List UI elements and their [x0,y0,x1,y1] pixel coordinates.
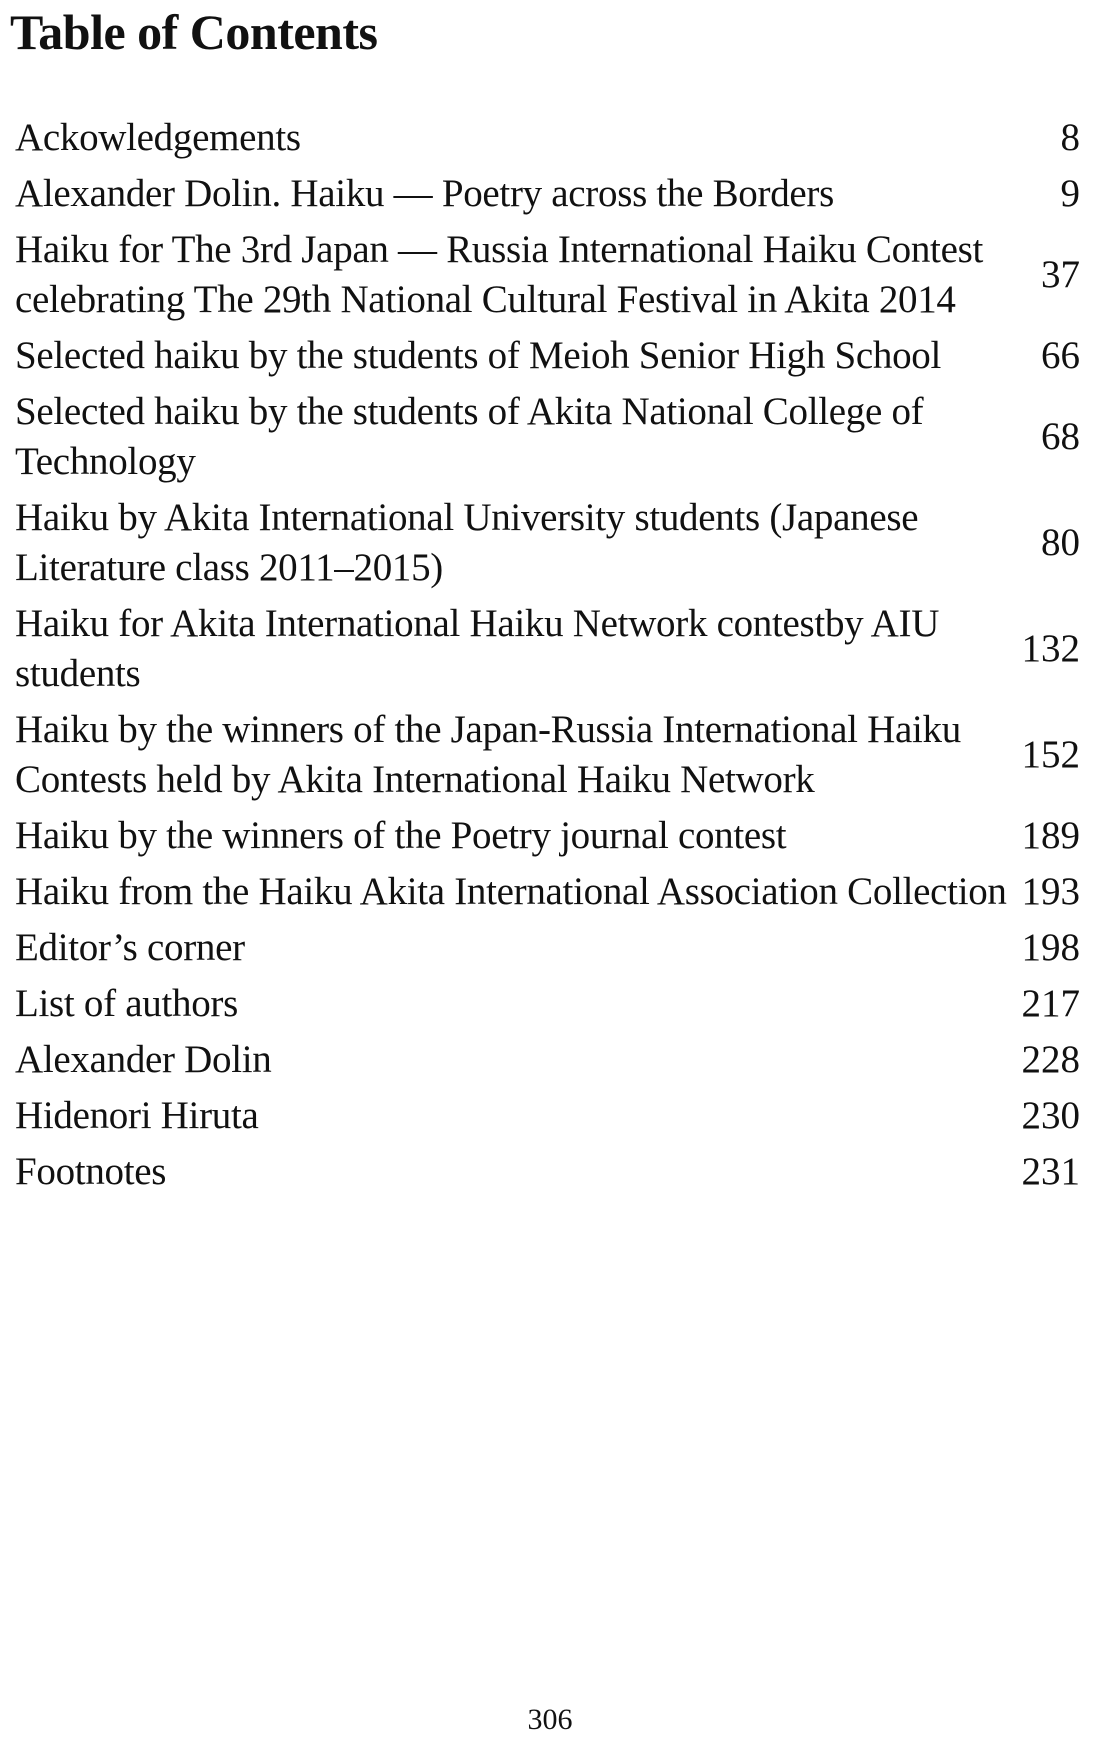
toc-entry-page: 231 [1021,1150,1080,1193]
toc-entry [15,811,1090,861]
toc-entry [15,113,1090,163]
toc-entry-title: Editor’s corner [15,926,245,969]
toc-entry [15,225,1090,325]
toc-entry-page: 193 [1021,870,1080,913]
toc-entry-title: Selected haiku by the students of Akita National College of Technology [15,390,924,483]
toc-entry [15,387,1090,487]
toc-entry-page: 228 [1021,1038,1080,1081]
toc-entry [15,705,1090,805]
toc-entry [15,1035,1090,1085]
toc-entry-title: Haiku from the Haiku Akita International Association Collection [15,870,1007,913]
toc-entry-title: Footnotes [15,1150,167,1193]
page-title: Table of Contents [10,4,378,60]
toc-entry-title: Alexander Dolin [15,1038,272,1081]
toc-entry [15,979,1090,1029]
toc-entry-page: 217 [1021,982,1080,1025]
toc-entry-page: 230 [1021,1094,1080,1137]
toc-entry [15,599,1090,699]
toc-entry-title: Alexander Dolin. Haiku — Poetry across the Borders [15,172,834,215]
table-of-contents [15,113,1090,1203]
toc-entry-page: 37 [1041,253,1080,296]
toc-entry-page: 198 [1021,926,1080,969]
toc-entry-title: Ackowledgements [15,116,301,159]
toc-entry-page: 66 [1041,334,1080,377]
toc-entry [15,493,1090,593]
toc-entry-title: Haiku by the winners of the Poetry journal contest [15,814,787,857]
toc-entry-page: 80 [1041,521,1080,564]
toc-entry [15,331,1090,381]
toc-entry [15,923,1090,973]
toc-entry-page: 8 [1060,116,1080,159]
toc-entry-title: Hidenori Hiruta [15,1094,259,1137]
toc-entry-page: 189 [1021,814,1080,857]
toc-entry-page: 152 [1021,733,1080,776]
toc-entry-title: List of authors [15,982,238,1025]
page-number: 306 [527,1703,573,1736]
toc-entry-page: 68 [1041,415,1080,458]
toc-entry [15,169,1090,219]
toc-entry [15,1091,1090,1141]
toc-entry-title: Selected haiku by the students of Meioh Senior High School [15,334,942,377]
toc-entry-page: 132 [1021,627,1080,670]
toc-entry-title: Haiku for Akita International Haiku Network contestby AIU students [15,602,940,695]
toc-entry-title: Haiku by Akita International University students (Japanese Literature class 2011–2015) [15,496,919,589]
toc-entry-title: Haiku by the winners of the Japan-Russia International Haiku Contests held by Akita International Haiku Network [15,708,961,801]
toc-entry [15,867,1090,917]
toc-entry [15,1147,1090,1197]
toc-entry-title: Haiku for The 3rd Japan — Russia International Haiku Contest celebrating The 29th National Cultural Festival in Akita 2014 [15,228,983,321]
toc-entry-page: 9 [1060,172,1080,215]
